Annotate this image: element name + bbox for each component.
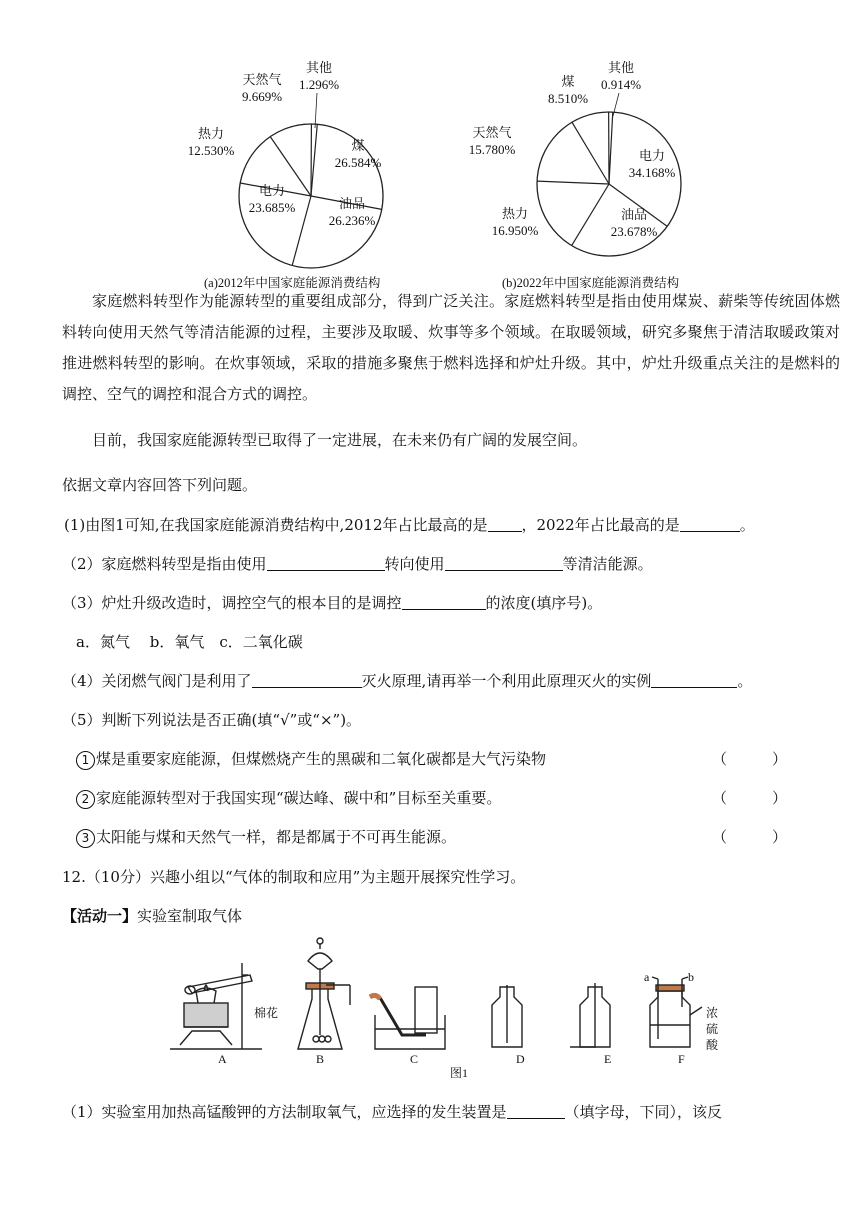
question-1: (1)由图1可知,在我国家庭能源消费结构中,2012年占比最高的是 ，2022年占比最高的是 。 (64, 516, 755, 534)
article-paragraph-1: 家庭燃料转型作为能源转型的重要组成部分，得到广泛关注。家庭燃料转型是指由使用煤炭、薪柴等传统固体燃料转向使用天然气等清洁能源的过程，主要涉及取暖、炊事等多个领域。在取暖领域，研究多聚焦于清洁取暖政策对推进燃料转型的影响。在炊事领域，采取的措施多聚焦于燃料选择和炉灶升级。其中，炉灶升级重点关注的是燃料的调控、空气的调控和混合方式的调控。 (62, 292, 840, 403)
pie-slice-value: 34.168% (628, 165, 676, 180)
apparatus-label-a: A (218, 1052, 227, 1066)
pie-slice-label: 天然气 (472, 125, 512, 140)
pie-slice-value: 12.530% (187, 143, 235, 158)
answer-blank[interactable] (267, 554, 385, 571)
apparatus-label-c: C (410, 1052, 419, 1066)
pie-slice-value: 1.296% (298, 77, 340, 92)
question-12-1: （1）实验室用加热高锰酸钾的方法制取氧气，应选择的发生装置是 （填字母，下同），该反 (62, 1103, 723, 1121)
answer-blank[interactable] (680, 515, 740, 532)
pie-slice-label: 煤 (561, 74, 575, 89)
pie-slice-value: 26.584% (334, 155, 382, 170)
pie-leader-line (315, 93, 317, 128)
article-paragraph-2: 目前，我国家庭能源转型已取得了一定进展，在未来仍有广阔的发展空间。 (92, 431, 588, 449)
cotton-label: 棉花 (254, 1006, 279, 1020)
judgement-parentheses[interactable]: （ ） (712, 750, 788, 768)
pie-slice-label: 油品 (338, 196, 366, 211)
pie-slice-label: 其他 (607, 60, 635, 75)
pie-caption-2022: (b)2022年中国家庭能源消费结构 (502, 276, 680, 290)
apparatus-label-b: B (316, 1052, 325, 1066)
answer-blank[interactable] (507, 1102, 565, 1119)
statement-1: 1 煤是重要家庭能源，但煤燃烧产生的黑碳和二氧化碳都是大气污染物 (76, 748, 546, 770)
answer-blank[interactable] (252, 671, 362, 688)
question-12-title: 12.（10分）兴趣小组以“气体的制取和应用”为主题开展探究性学习。 (62, 868, 526, 886)
pie-slice-value: 9.669% (241, 89, 283, 104)
lab-apparatus-figure (170, 935, 750, 1085)
apparatus-b (298, 938, 350, 1049)
pie-slice-label: 热力 (501, 206, 529, 221)
pie-slice-label: 天然气 (242, 72, 282, 87)
answer-blank[interactable] (651, 671, 737, 688)
pie-slice-label: 煤 (351, 138, 365, 153)
judgement-parentheses[interactable]: （ ） (712, 789, 788, 807)
answer-blank[interactable] (445, 554, 563, 571)
question-2: （2）家庭燃料转型是指由使用 转向使用 等清洁能源。 (62, 555, 653, 573)
question-5: （5）判断下列说法是否正确(填“√”或“×”)。 (62, 711, 362, 729)
pie-slice-label: 电力 (638, 148, 666, 163)
apparatus-f (650, 977, 702, 1047)
question-3: （3）炉灶升级改造时，调控空气的根本目的是调控 的浓度(填序号)。 (62, 594, 603, 612)
apparatus-d (492, 985, 522, 1047)
pie-slice-value: 23.685% (248, 200, 296, 215)
question-3-options: a．氮气 b．氧气 c．二氧化碳 (76, 633, 303, 651)
port-label-a: a (644, 970, 650, 984)
apparatus-label-e: E (604, 1052, 612, 1066)
activity-1-heading: 【活动一】实验室制取气体 (62, 907, 243, 925)
pie-slice-label: 热力 (197, 126, 225, 141)
acid-label: 浓 (706, 1006, 719, 1020)
circled-number-1: 1 (76, 751, 95, 770)
circled-number-3: 3 (76, 829, 95, 848)
apparatus-c (370, 987, 445, 1049)
pie-slice-value: 0.914% (600, 77, 642, 92)
pie-slice-label: 油品 (620, 207, 648, 222)
statement-2: 2 家庭能源转型对于我国实现“碳达峰、碳中和”目标至关重要。 (76, 787, 501, 809)
pie-slice-value: 15.780% (468, 142, 516, 157)
pie-chart-2022 (469, 60, 681, 256)
port-label-b: b (688, 970, 694, 984)
questions-intro: 依据文章内容回答下列问题。 (62, 476, 258, 494)
acid-label: 硫 (706, 1022, 719, 1036)
apparatus-a (170, 963, 262, 1049)
pie-slice-value: 16.950% (491, 223, 539, 238)
answer-blank[interactable] (402, 593, 486, 610)
answer-blank[interactable] (488, 515, 522, 532)
pie-chart-2012 (188, 60, 383, 268)
acid-label: 酸 (706, 1038, 719, 1052)
apparatus-label-f: F (678, 1052, 685, 1066)
pie-slice-value: 23.678% (610, 224, 658, 239)
pie-caption-2012: (a)2012年中国家庭能源消费结构 (204, 276, 381, 290)
pie-slice-value: 8.510% (547, 91, 589, 106)
pie-slice-label: 电力 (258, 183, 286, 198)
pie-slice-label: 其他 (305, 60, 333, 75)
pie-charts (0, 0, 860, 300)
pie-slice-value: 26.236% (328, 213, 376, 228)
judgement-parentheses[interactable]: （ ） (712, 828, 788, 846)
apparatus-e (570, 983, 610, 1047)
question-4: （4）关闭燃气阀门是利用了 灭火原理,请再举一个利用此原理灭火的实例 。 (62, 672, 753, 690)
circled-number-2: 2 (76, 790, 95, 809)
apparatus-label-d: D (516, 1052, 525, 1066)
statement-3: 3 太阳能与煤和天然气一样，都是都属于不可再生能源。 (76, 826, 456, 848)
figure-label: 图1 (450, 1066, 469, 1080)
